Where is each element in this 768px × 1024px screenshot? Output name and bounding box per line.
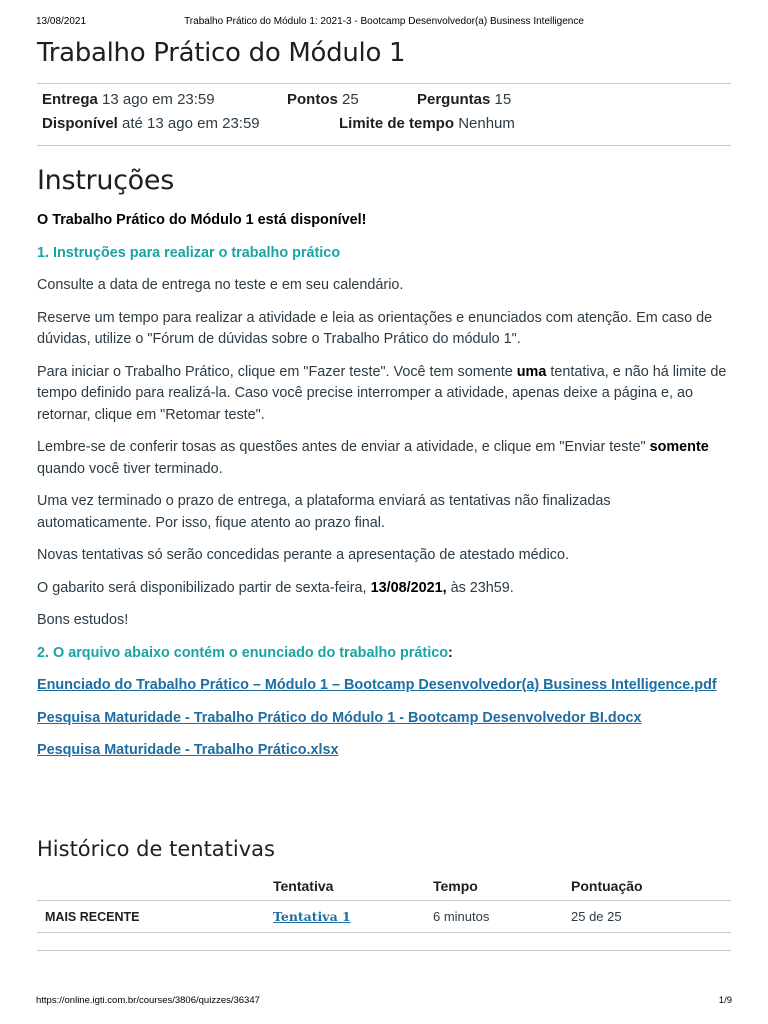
available-label: Disponível	[42, 115, 118, 132]
paragraph: Novas tentativas só serão concedidas perante a apresentação de atestado médico.	[37, 547, 569, 563]
due-label: Entrega	[42, 91, 98, 108]
print-header	[36, 16, 732, 30]
questions-value: 15	[494, 91, 512, 108]
time-limit-label: Limite de tempo	[339, 115, 455, 132]
attempt-history-table	[37, 872, 731, 933]
page-title: Trabalho Prático do Módulo 1	[37, 38, 406, 68]
attempt-time: 6 minutos	[425, 901, 563, 933]
instructions-heading: Instruções	[37, 165, 174, 196]
instructions-body	[37, 210, 727, 773]
points-label: Pontos	[287, 91, 338, 108]
time-limit-value: Nenhum	[458, 115, 515, 132]
due-value: 13 ago em 23:59	[102, 91, 215, 108]
page-number: 1/9	[718, 995, 732, 1006]
history-heading: Histórico de tentativas	[37, 837, 275, 861]
divider	[37, 950, 731, 951]
table-row	[37, 901, 731, 933]
divider	[37, 83, 731, 84]
paragraph: Consulte a data de entrega no teste e em seu calendário.	[37, 277, 404, 293]
print-document-title: Trabalho Prático do Módulo 1: 2021-3 - Bootcamp Desenvolvedor(a) Business Intelligence	[184, 16, 584, 27]
emphasis: uma	[516, 363, 547, 380]
attempt-score: 25 de 25	[563, 901, 731, 933]
available-value: até 13 ago em 23:59	[122, 115, 260, 132]
points-value: 25	[342, 91, 359, 108]
paragraph: Reserve um tempo para realizar a atividade e leia as orientações e enunciados com atenção. Em caso de dúvidas, utilize o "Fórum de dúvidas sobre o Trabalho Prático do módulo 1".	[37, 309, 713, 347]
print-url: https://online.igti.com.br/courses/3806/quizzes/36347	[36, 995, 260, 1006]
time-limit	[339, 115, 515, 132]
link-enunciado-pdf[interactable]: Enunciado do Trabalho Prático – Módulo 1 – Bootcamp Desenvolvedor(a) Business Intelligence.pdf	[37, 677, 717, 693]
link-pesquisa-docx[interactable]: Pesquisa Maturidade - Trabalho Prático do Módulo 1 - Bootcamp Desenvolvedor BI.docx	[37, 709, 642, 726]
link-pesquisa-xlsx[interactable]: Pesquisa Maturidade - Trabalho Prático.xlsx	[37, 742, 339, 758]
table-header-row	[37, 872, 731, 901]
paragraph: Uma vez terminado o prazo de entrega, a plataforma enviará as tentativas não finalizadas automaticamente. Por isso, fique atento ao prazo final.	[37, 493, 611, 531]
paragraph: O gabarito será disponibilizado partir de sexta-feira, 13/08/2021, às 23h59.	[37, 579, 514, 596]
attempt-link[interactable]: Tentativa 1	[273, 909, 351, 924]
intro-text: O Trabalho Prático do Módulo 1 está disponível!	[37, 212, 367, 228]
availability	[42, 115, 260, 132]
paragraph: Lembre-se de conferir tosas as questões antes de enviar a atividade, e clique em "Enviar teste" somente quando você tiver terminado.	[37, 439, 709, 477]
section1-title: 1. Instruções para realizar o trabalho prático	[37, 244, 341, 261]
emphasis: 13/08/2021,	[370, 579, 447, 596]
points	[287, 91, 359, 108]
questions	[417, 91, 511, 108]
column-header	[37, 872, 265, 901]
attempt-label: MAIS RECENTE	[37, 901, 265, 933]
paragraph: Bons estudos!	[37, 612, 129, 628]
paragraph: Para iniciar o Trabalho Prático, clique em "Fazer teste". Você tem somente uma tentativa, e não há limite de tempo definido para realizá-la. Caso você precise interromper a atividade, apenas deixe a página e, ao retornar, clique em "Retomar teste".	[37, 363, 727, 423]
questions-label: Perguntas	[417, 91, 491, 108]
column-header: Pontuação	[571, 878, 643, 894]
due-date	[42, 91, 215, 108]
column-header: Tempo	[433, 878, 478, 894]
emphasis: somente	[649, 439, 709, 455]
section2-title: 2. O arquivo abaixo contém o enunciado do trabalho prático:	[37, 644, 453, 661]
divider	[37, 145, 731, 146]
column-header: Tentativa	[273, 878, 334, 894]
print-date: 13/08/2021	[36, 16, 87, 27]
